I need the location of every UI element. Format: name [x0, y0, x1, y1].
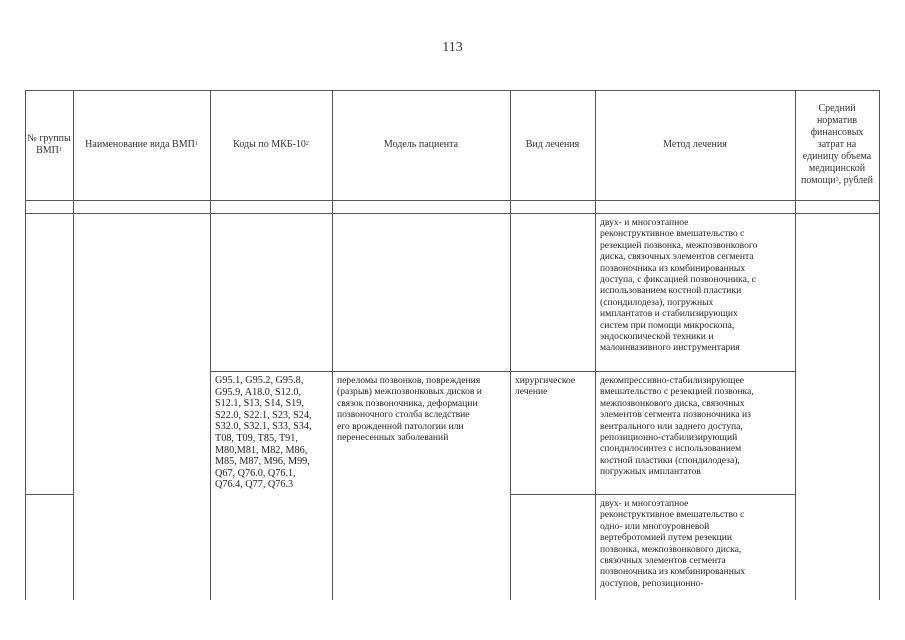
- header-bottom-border: [25, 200, 880, 201]
- col-line-6: [795, 90, 796, 600]
- col-line-4: [510, 90, 511, 600]
- method-cell-row2: декомпрессивно-стабилизирующее вмешательство с резекцией позвонка, межпозвонкового диска, связочных элементов сегмента позвоночника из вентрального или заднего доступа, репозиционно-стабилизирующий спондилосинтез с использованием костной пластики (спондилодеза), погружных имплантатов: [600, 375, 754, 478]
- row-divider-2: [510, 494, 795, 495]
- col-line-0: [25, 90, 26, 600]
- col-line-3: [332, 90, 333, 600]
- col-line-7: [879, 90, 880, 600]
- col-line-5: [595, 90, 596, 600]
- column-number-row-border: [25, 213, 880, 214]
- patient-model-cell: переломы позвонков, повреждения (разрыв) межпозвонковых дисков и связок позвоночника, деформации позвоночного столба вследствие его врожденной патологии или перенесенных заболеваний: [337, 375, 482, 444]
- icd-codes-cell: G95.1, G95.2, G95.8, G95.9, A18.0, S12.0, S12.1, S13, S14, S19, S22.0, S22.1, S23, S24, S32.0, S32.1, S33, S34, T08, T09, T85, T91, M80,M81, M82, M86, M85, M87, M96, M99, Q67, Q76.0, Q76.1, Q76.4, Q77, Q76.3: [215, 375, 312, 491]
- col-line-2: [210, 90, 211, 600]
- row-divider-1: [210, 371, 795, 372]
- method-cell-row1: двух- и многоэтапное реконструктивное вмешательство с резекцией позвонка, межпозвонкового диска, связочных элементов сегмента позвоночника из комбинированных доступа, с фиксацией позвоночника, с использованием костной пластики (спондилодеза), погружных имплантатов и стабилизирующих систем при помощи микроскопа, эндоскопической техники и малоинвазивного инструментария: [600, 217, 758, 354]
- medical-care-table: [25, 90, 880, 600]
- header-treatment-type: Вид лечения: [525, 139, 580, 150]
- header-treatment-method: Метод лечения: [663, 139, 727, 150]
- treatment-type-cell: хирургическое лечение: [515, 375, 576, 398]
- header-group-number: № группы ВМП$^1$: [27, 133, 71, 156]
- method-cell-row3: двух- и многоэтапное реконструктивное вмешательство с одно- или многоуровневой вертебротомией путем резекции позвонка, межпозвонкового диска, связочных элементов сегмента позвоночника из комбинированных доступов, репозиционно-: [600, 498, 746, 589]
- header-patient-model: Модель пациента: [383, 139, 459, 150]
- header-vmp-name: Наименование вида ВМП$^1$: [85, 139, 198, 150]
- col-line-1: [73, 90, 74, 600]
- header-icd-codes: Коды по МКБ-$10^2$: [233, 139, 309, 150]
- header-average-cost: Средний норматив финансовых затрат на единицу объема медицинской помощи$^3$, рублей: [801, 103, 873, 186]
- page-number: 113: [442, 40, 463, 55]
- row-divider-stub: [25, 494, 73, 495]
